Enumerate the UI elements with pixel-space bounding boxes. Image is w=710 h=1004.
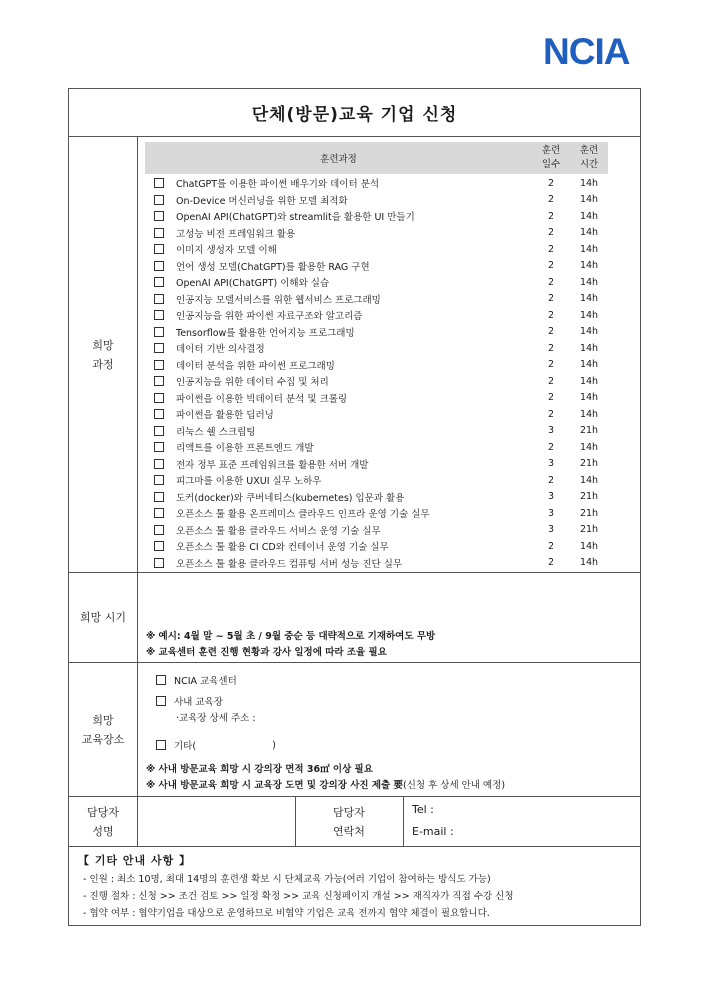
course-checkbox[interactable] xyxy=(154,178,164,188)
place-note-1: ※ 사내 방문교육 희망 시 강의장 면적 36㎡ 이상 필요 xyxy=(146,764,373,775)
course-name: 언어 생성 모델(ChatGPT)를 활용한 RAG 구현 xyxy=(176,261,370,273)
course-hours: 14h xyxy=(579,375,599,387)
course-days: 2 xyxy=(547,293,555,305)
course-checkbox[interactable] xyxy=(154,558,164,568)
course-row[interactable] xyxy=(145,175,608,192)
course-days: 2 xyxy=(547,342,555,354)
course-checkbox[interactable] xyxy=(154,409,164,419)
place-section xyxy=(69,663,640,797)
course-days: 2 xyxy=(547,557,555,569)
course-checkbox[interactable] xyxy=(154,541,164,551)
course-hours: 21h xyxy=(579,507,599,519)
course-table-header xyxy=(145,142,608,174)
course-hours: 14h xyxy=(579,474,599,486)
course-days: 2 xyxy=(547,326,555,338)
course-days: 3 xyxy=(547,507,555,519)
course-name: 전자 정부 표준 프레임워크를 활용한 서버 개발 xyxy=(176,459,369,471)
course-row[interactable] xyxy=(145,258,608,275)
place-content xyxy=(138,663,640,796)
course-checkbox[interactable] xyxy=(154,228,164,238)
ncia-logo xyxy=(543,33,641,67)
course-row[interactable] xyxy=(145,241,608,258)
course-section-label xyxy=(69,137,138,572)
course-hours: 21h xyxy=(579,524,599,536)
place-checkbox-inhouse[interactable] xyxy=(156,696,166,706)
name-label xyxy=(69,797,138,846)
contact-label-line2: 연락처 xyxy=(333,824,365,838)
course-name: On-Device 머신러닝을 위한 모델 최적화 xyxy=(176,195,348,207)
course-days: 2 xyxy=(547,408,555,420)
name-label-line2: 성명 xyxy=(92,824,114,838)
course-row[interactable] xyxy=(145,522,608,539)
course-name: 인공지능 모델서비스를 위한 웹서비스 프로그래밍 xyxy=(176,294,381,306)
course-name: 오픈소스 툴 활용 온프레미스 클라우드 인프라 운영 기술 실무 xyxy=(176,509,430,521)
course-hours: 14h xyxy=(579,441,599,453)
course-hours: 14h xyxy=(579,309,599,321)
course-name: 데이터 기반 의사결정 xyxy=(176,344,265,356)
course-checkbox[interactable] xyxy=(154,244,164,254)
tel-field[interactable]: Tel : xyxy=(412,803,434,816)
course-row[interactable] xyxy=(145,357,608,374)
place-checkbox-other[interactable] xyxy=(156,740,166,750)
course-checkbox[interactable] xyxy=(154,426,164,436)
course-checkbox[interactable] xyxy=(154,393,164,403)
course-hours: 14h xyxy=(579,210,599,222)
course-checkbox[interactable] xyxy=(154,492,164,502)
course-hours: 14h xyxy=(579,392,599,404)
course-hours: 14h xyxy=(579,177,599,189)
place-section-label xyxy=(69,663,138,796)
period-note-2: ※ 교육센터 훈련 진행 현황과 강사 일정에 따라 조율 필요 xyxy=(146,647,387,658)
course-section xyxy=(69,137,640,573)
course-checkbox[interactable] xyxy=(154,376,164,386)
info-line-2: - 진행 절차 : 신청 >> 조건 검토 >> 일정 확정 >> 교육 신청페이지 개설 >> 재직자가 직접 수강 신청 xyxy=(83,891,514,902)
application-form xyxy=(68,88,641,926)
course-row[interactable] xyxy=(145,472,608,489)
course-row[interactable] xyxy=(145,406,608,423)
course-days: 3 xyxy=(547,491,555,503)
course-checkbox[interactable] xyxy=(154,310,164,320)
course-days: 2 xyxy=(547,309,555,321)
course-checkbox[interactable] xyxy=(154,442,164,452)
period-section xyxy=(69,573,640,663)
course-name: 이미지 생성자 모델 이해 xyxy=(176,245,277,257)
course-hours: 14h xyxy=(579,194,599,206)
course-checkbox[interactable] xyxy=(154,277,164,287)
course-row[interactable] xyxy=(145,538,608,555)
course-hours: 21h xyxy=(579,425,599,437)
course-row[interactable] xyxy=(145,489,608,506)
course-row[interactable] xyxy=(145,192,608,209)
course-row[interactable] xyxy=(145,439,608,456)
course-name: OpenAI API(ChatGPT) 이해와 실습 xyxy=(176,278,330,290)
course-row[interactable] xyxy=(145,423,608,440)
course-name: 리눅스 쉘 스크립팅 xyxy=(176,426,256,438)
inhouse-address-label: ·교육장 상세 주소 : xyxy=(176,713,256,724)
email-field[interactable]: E-mail : xyxy=(412,825,454,838)
course-hours: 21h xyxy=(579,458,599,470)
course-checkbox[interactable] xyxy=(154,327,164,337)
course-row[interactable] xyxy=(145,208,608,225)
place-option-ncia-label: NCIA 교육센터 xyxy=(174,676,237,687)
title-row xyxy=(69,89,640,137)
course-days: 3 xyxy=(547,524,555,536)
period-label: 희망 시기 xyxy=(69,573,138,662)
contact-divider-2 xyxy=(403,797,404,846)
course-name: 오픈소스 툴 활용 클라우드 서비스 운영 기술 실무 xyxy=(176,525,381,537)
info-section xyxy=(69,847,640,925)
place-note-2-main: ※ 사내 방문교육 희망 시 교육장 도면 및 강의장 사진 제출 要 xyxy=(146,780,404,791)
header-days: 훈련 일수 xyxy=(541,145,561,170)
course-hours: 14h xyxy=(579,408,599,420)
course-name: 고성능 비전 프레임워크 활용 xyxy=(176,228,296,240)
course-days: 2 xyxy=(547,227,555,239)
course-days: 2 xyxy=(547,441,555,453)
contact-section xyxy=(69,797,640,847)
course-hours: 14h xyxy=(579,227,599,239)
place-option-inhouse[interactable] xyxy=(156,694,223,708)
place-label-line1: 희망 xyxy=(92,713,114,727)
course-row[interactable] xyxy=(145,456,608,473)
course-name: 도커(docker)와 쿠버네티스(kubernetes) 입문과 활용 xyxy=(176,492,405,504)
header-hours: 훈련 시간 xyxy=(579,145,599,170)
course-row[interactable] xyxy=(145,390,608,407)
course-row[interactable] xyxy=(145,225,608,242)
course-days: 2 xyxy=(547,243,555,255)
course-row[interactable] xyxy=(145,307,608,324)
place-option-other[interactable] xyxy=(156,738,276,752)
course-name: 인공지능을 위한 파이썬 자료구조와 알고리즘 xyxy=(176,311,363,323)
course-row[interactable] xyxy=(145,555,608,572)
course-days: 2 xyxy=(547,177,555,189)
course-checkbox[interactable] xyxy=(154,261,164,271)
course-name: 리액트를 이용한 프론트엔드 개발 xyxy=(176,443,314,455)
course-row[interactable] xyxy=(145,505,608,522)
course-name: Tensorflow를 활용한 언어지능 프로그래밍 xyxy=(176,327,355,339)
period-note-1: ※ 예시: 4월 말 ~ 5월 초 / 9월 중순 등 대략적으로 기재하여도 무방 xyxy=(146,631,436,642)
place-option-other-suffix: ) xyxy=(272,739,276,751)
period-content[interactable] xyxy=(138,573,640,662)
course-days: 3 xyxy=(547,425,555,437)
course-checkbox[interactable] xyxy=(154,360,164,370)
course-checkbox[interactable] xyxy=(154,294,164,304)
course-hours: 14h xyxy=(579,293,599,305)
course-checkbox[interactable] xyxy=(154,475,164,485)
place-option-ncia[interactable] xyxy=(156,673,237,687)
course-label-line1: 희망 xyxy=(92,338,114,352)
course-row[interactable] xyxy=(145,291,608,308)
contact-label xyxy=(295,797,403,846)
course-checkbox[interactable] xyxy=(154,525,164,535)
course-days: 2 xyxy=(547,260,555,272)
contact-label-line1: 담당자 xyxy=(333,805,365,819)
course-checkbox[interactable] xyxy=(154,195,164,205)
course-hours: 14h xyxy=(579,243,599,255)
place-label-line2: 교육장소 xyxy=(81,732,125,746)
course-name: 파이썬을 이용한 빅데이터 분석 및 크롤링 xyxy=(176,393,348,405)
course-days: 3 xyxy=(547,458,555,470)
course-days: 2 xyxy=(547,474,555,486)
course-list xyxy=(145,175,608,571)
course-row[interactable] xyxy=(145,340,608,357)
course-label-line2: 과정 xyxy=(92,357,114,371)
course-checkbox[interactable] xyxy=(154,343,164,353)
course-name: 오픈소스 툴 활용 클라우드 컴퓨팅 서버 성능 진단 실무 xyxy=(176,558,403,570)
course-hours: 14h xyxy=(579,342,599,354)
course-name: 파이썬을 활용한 딥러닝 xyxy=(176,410,274,422)
course-days: 2 xyxy=(547,210,555,222)
course-name: OpenAI API(ChatGPT)와 streamlit을 활용한 UI 만들기 xyxy=(176,212,415,224)
course-hours: 14h xyxy=(579,557,599,569)
course-days: 2 xyxy=(547,392,555,404)
info-title: 【 기타 안내 사항 】 xyxy=(78,854,192,867)
name-input[interactable] xyxy=(138,797,295,846)
course-name: 오픈소스 툴 활용 CI CD와 컨테이너 운영 기술 실무 xyxy=(176,542,389,554)
place-note-2-extra: (신청 후 상세 안내 예정) xyxy=(403,780,506,791)
course-row[interactable] xyxy=(145,324,608,341)
course-name: ChatGPT를 이용한 파이썬 배우기와 데이터 분석 xyxy=(176,179,380,191)
logo-text: NCIA xyxy=(543,33,630,67)
place-note-2 xyxy=(146,777,505,791)
course-hours: 14h xyxy=(579,326,599,338)
form-title: 단체(방문)교육 기업 신청 xyxy=(251,105,458,125)
course-hours: 14h xyxy=(579,540,599,552)
course-checkbox[interactable] xyxy=(154,459,164,469)
course-days: 2 xyxy=(547,540,555,552)
course-checkbox[interactable] xyxy=(154,508,164,518)
course-checkbox[interactable] xyxy=(154,211,164,221)
course-days: 2 xyxy=(547,276,555,288)
place-checkbox-ncia[interactable] xyxy=(156,675,166,685)
course-name: 피그마를 이용한 UXUI 실무 노하우 xyxy=(176,476,322,488)
course-hours: 14h xyxy=(579,359,599,371)
info-line-3: - 협약 여부 : 협약기업을 대상으로 운영하므로 비협약 기업은 교육 전까지 협약 체결이 필요합니다. xyxy=(83,908,490,919)
course-row[interactable] xyxy=(145,373,608,390)
course-name: 데이터 분석을 위한 파이썬 프로그래밍 xyxy=(176,360,335,372)
course-row[interactable] xyxy=(145,274,608,291)
course-days: 2 xyxy=(547,194,555,206)
name-label-line1: 담당자 xyxy=(87,805,119,819)
course-hours: 21h xyxy=(579,491,599,503)
course-name: 인공지능을 위한 데이터 수집 및 처리 xyxy=(176,377,329,389)
course-hours: 14h xyxy=(579,260,599,272)
place-option-other-prefix: 기타( xyxy=(174,741,197,752)
info-line-1: - 인원 : 최소 10명, 최대 14명의 훈련생 확보 시 단체교육 가능(여러 기업이 참여하는 방식도 가능) xyxy=(83,874,491,885)
ncia-logo-mark xyxy=(543,33,641,67)
course-days: 2 xyxy=(547,375,555,387)
place-option-inhouse-label: 사내 교육장 xyxy=(174,697,223,708)
course-days: 2 xyxy=(547,359,555,371)
course-hours: 14h xyxy=(579,276,599,288)
header-course: 훈련과정 xyxy=(320,154,357,165)
